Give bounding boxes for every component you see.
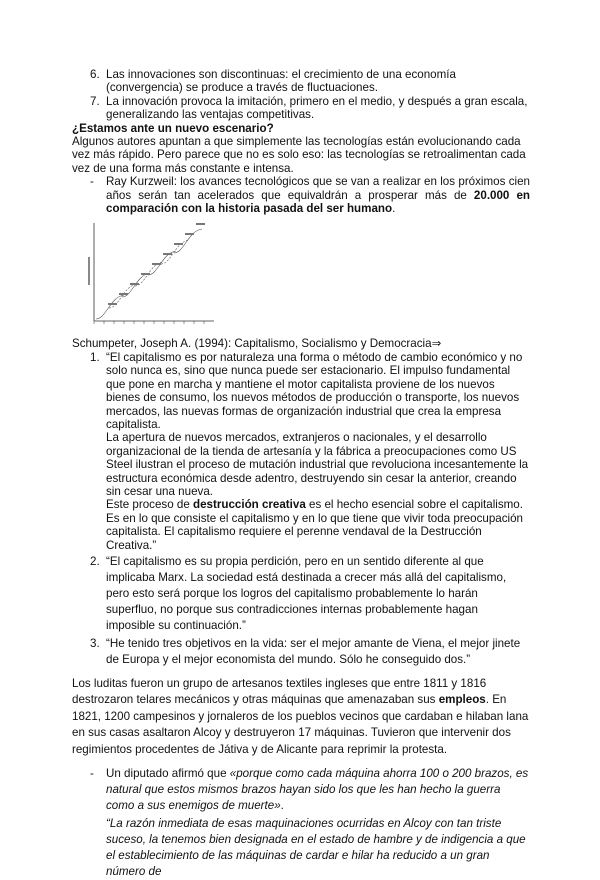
- quote-paragraph: “El capitalismo es por naturaleza una forma o método de cambio económico y no solo nunca es, sino que nunca puede ser estacionario. El impulso fundamental que pone en marcha y mantiene el motor capitalista proviene de los nuevos bienes de consumo, los nuevos métodos de producción o transporte, los nuevos mercados, las nuevas formas de organización industrial que crea la empresa capitalista.: [106, 350, 523, 431]
- list-number: 6.: [90, 68, 100, 81]
- figure-label-mark: [163, 253, 172, 255]
- list-text: “He tenido tres objetivos en la vida: ser el mejor amante de Viena, el mejor jinete de Europa y el mejor economista del mundo. Sólo he conseguido dos.”: [106, 636, 521, 666]
- diputado-end: .: [280, 799, 284, 812]
- figure-label-mark: [108, 303, 117, 305]
- luddites-paragraph: [72, 676, 530, 758]
- bullet-dash: -: [90, 175, 94, 189]
- technology-curves-image: [86, 217, 216, 335]
- intro-paragraph: Algunos autores apuntan a que simplemente las tecnologías están evolucionando cada vez más rápido. Pero parece que no es solo eso: las tecnologías se retroalimentan cada vez de una forma más constante e intensa.: [72, 135, 526, 175]
- list-text: Las innovaciones son discontinuas: el crecimiento de una economía (convergencia) se produce a través de fluctuaciones.: [106, 68, 456, 95]
- list-text: “El capitalismo es su propia perdición, pero en un sentido diferente al que implicaba Marx. La sociedad está destinada a crecer más allá del capitalismo, pero esto será porque los logros del capitalismo probablemente lo harán superfluo, no porque sus contradicciones internas probablemente hagan imposible su continuación.”: [106, 554, 507, 632]
- diputado-quote-inline: «porque como cada máquina ahorra 100 o 200 brazos, es natural que estos mismos brazos hayan sido los que les han hecho la guerra como a sus enemigos de muerte»: [106, 767, 529, 812]
- quote-paragraph: [106, 498, 530, 552]
- diputado-intro: Un diputado afirmó que: [106, 767, 230, 780]
- figure-label-mark: [119, 293, 128, 295]
- quote-paragraph: La apertura de nuevos mercados, extranjeros o nacionales, y el desarrollo organizacional de la tienda de artesanía y la fábrica a preocupaciones como US Steel ilustran el proceso de mutación industrial que revoluciona incesantemente la estructura económica desde adentro, destruyendo sin cesar la anterior, creando sin cesar una nueva.: [106, 431, 529, 498]
- figure-label-mark: [141, 273, 150, 275]
- luddites-text: Los luditas fueron un grupo de artesanos textiles ingleses que entre 1811 y 1816 destrozaron telares mecánicos y otras máquinas que amenazaban sus: [72, 676, 487, 707]
- diputado-bullet: [72, 766, 530, 880]
- list-number: 3.: [90, 636, 100, 650]
- numbered-list-top: [72, 68, 530, 122]
- kurzweil-bullet: [72, 175, 530, 215]
- section-heading: ¿Estamos ante un nuevo escenario?: [72, 121, 274, 135]
- list-number: 7.: [90, 94, 100, 108]
- schumpeter-reference: Schumpeter, Joseph A. (1994): Capitalismo, Socialismo y Democracia⇒: [72, 337, 442, 351]
- quote-bold: destrucción creativa: [193, 498, 306, 512]
- luddites-text-end: . En 1821, 1200 campesinos y jornaleros de los pueblos vecinos que cardaban e hilaban lana en sus casas asaltaron Alcoy y destruyeron 17 máquinas. Tuvieron que intervenir dos regimientos procedentes de Játiva y de Alicante para reprimir la protesta.: [72, 693, 529, 756]
- list-number: 2.: [90, 554, 100, 568]
- list-item: [72, 636, 530, 668]
- acceleration-figure: [86, 217, 216, 335]
- diputado-quote-block: “La razón inmediata de esas maquinaciones ocurridas en Alcoy con tan triste suceso, la tenemos bien designada en el estado de hambre y de indigencia a que el establecimiento de las máquinas de cardar e hilar ha reducido a un gran número de: [106, 817, 526, 878]
- schumpeter-quotes: [72, 351, 530, 668]
- figure-label-mark: [174, 243, 183, 245]
- diputado-text: [106, 766, 530, 814]
- kurzweil-text: Ray Kurzweil: los avances tecnológicos que se van a realizar en los próximos cien años serán tan acelerados que equivaldrán a prosperar más de: [106, 175, 530, 202]
- list-number: 1.: [90, 350, 100, 364]
- list-item: [72, 351, 530, 552]
- luddites-bold: empleos: [438, 693, 486, 707]
- figure-label-mark: [130, 283, 139, 285]
- kurzweil-bold: 20.000 en comparación con la historia pasada del ser humano: [106, 188, 530, 216]
- s-curve: [174, 229, 202, 253]
- figure-label-mark: [152, 263, 161, 265]
- quote-text: es el hecho esencial sobre el capitalismo. Es en lo que consiste el capitalismo y en lo que tiene que vivir toda preocupación capitalista. El capitalismo requiere el perenne vendaval de la Destrucción Creativa.”: [106, 498, 523, 552]
- figure-label-mark: [196, 223, 205, 225]
- figure-axis-label-mark: [88, 257, 90, 285]
- list-item: [72, 95, 530, 122]
- list-item: [72, 68, 530, 95]
- list-item: [72, 554, 530, 634]
- document-page: [72, 68, 530, 880]
- bullet-dash: -: [90, 767, 94, 780]
- list-text: La innovación provoca la imitación, primero en el medio, y después a gran escala, generalizando las ventajas competitivas.: [106, 94, 528, 122]
- kurzweil-end: .: [392, 202, 396, 216]
- figure-label-mark: [185, 233, 194, 235]
- quote-text: Este proceso de: [106, 498, 194, 512]
- s-curve: [96, 295, 124, 319]
